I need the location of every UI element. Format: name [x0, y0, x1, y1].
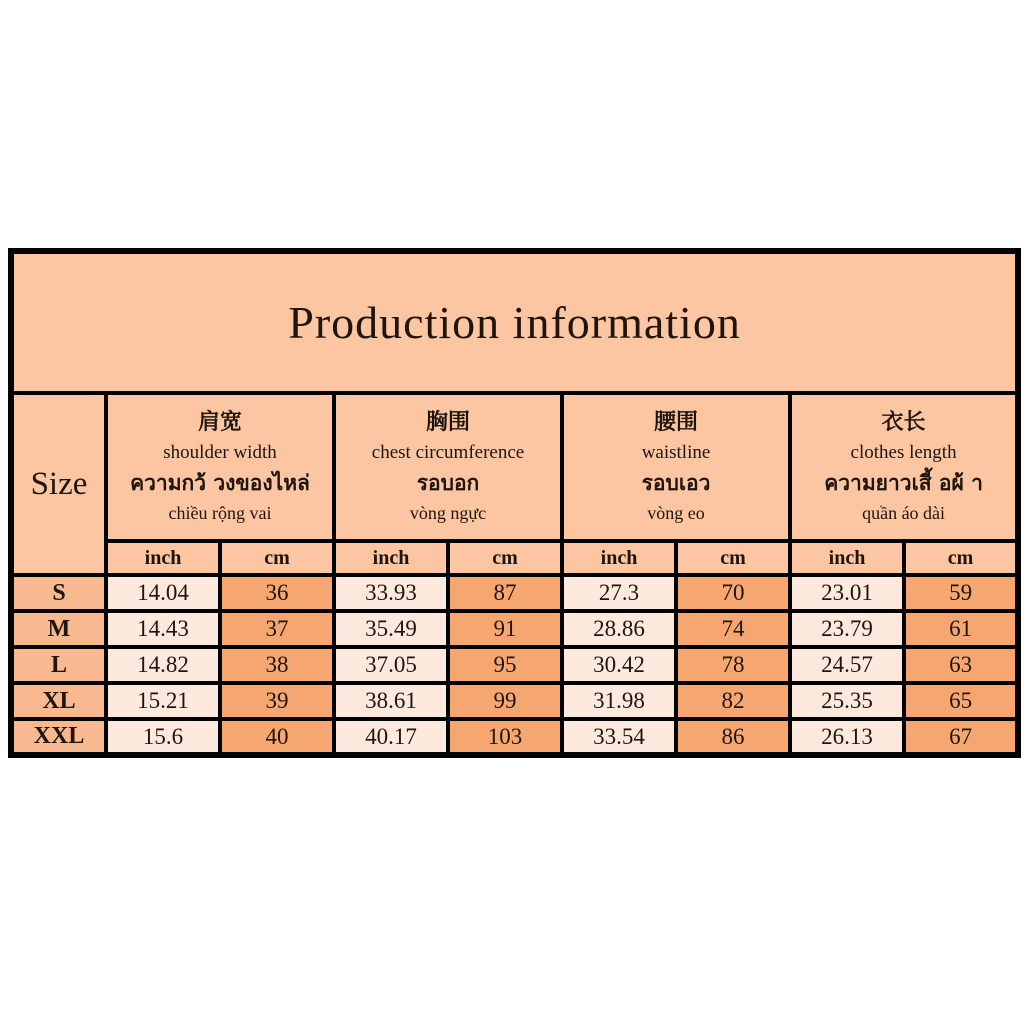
clothes-length-label-vi: quần áo dài: [862, 503, 946, 523]
unit-header-cm: cm: [220, 541, 334, 575]
size-label-xl: XL: [11, 683, 106, 719]
column-header-waistline: [562, 393, 790, 541]
value-cell: 38: [220, 647, 334, 683]
unit-header-inch: inch: [106, 541, 220, 575]
chest-circumference-label-th: รอบอก: [416, 471, 480, 495]
value-cell: 39: [220, 683, 334, 719]
value-cell: 40.17: [334, 719, 448, 755]
table-row: [11, 575, 1018, 611]
value-cell: 95: [448, 647, 562, 683]
shoulder-width-label-en: shoulder width: [163, 442, 277, 463]
value-cell: 37.05: [334, 647, 448, 683]
value-cell: 65: [904, 683, 1018, 719]
value-cell: 27.3: [562, 575, 676, 611]
size-label-l: L: [11, 647, 106, 683]
chest-circumference-label-vi: vòng ngực: [409, 503, 487, 523]
value-cell: 14.82: [106, 647, 220, 683]
size-column-header: Size: [11, 393, 106, 575]
value-cell: 37: [220, 611, 334, 647]
waistline-label-th: รอบเอว: [641, 471, 711, 495]
unit-header-cm: cm: [676, 541, 790, 575]
value-cell: 36: [220, 575, 334, 611]
production-info-table: [8, 248, 1021, 758]
value-cell: 30.42: [562, 647, 676, 683]
value-cell: 25.35: [790, 683, 904, 719]
value-cell: 87: [448, 575, 562, 611]
chest-circumference-label-en: chest circumference: [371, 442, 525, 463]
waistline-label-vi: vòng eo: [647, 503, 705, 523]
waistline-label-en: waistline: [641, 442, 711, 463]
value-cell: 35.49: [334, 611, 448, 647]
value-cell: 33.93: [334, 575, 448, 611]
waistline-label-zh: 腰围: [653, 409, 698, 434]
value-cell: 26.13: [790, 719, 904, 755]
value-cell: 40: [220, 719, 334, 755]
value-cell: 15.21: [106, 683, 220, 719]
size-label-xxl: XXL: [11, 719, 106, 755]
unit-header-inch: inch: [562, 541, 676, 575]
unit-header-cm: cm: [448, 541, 562, 575]
value-cell: 63: [904, 647, 1018, 683]
value-cell: 82: [676, 683, 790, 719]
table-row: [11, 719, 1018, 755]
value-cell: 38.61: [334, 683, 448, 719]
clothes-length-label-zh: 衣长: [881, 409, 926, 434]
value-cell: 78: [676, 647, 790, 683]
unit-header-inch: inch: [334, 541, 448, 575]
value-cell: 31.98: [562, 683, 676, 719]
value-cell: 23.79: [790, 611, 904, 647]
value-cell: 14.43: [106, 611, 220, 647]
clothes-length-label-en: clothes length: [850, 442, 957, 463]
table-row: [11, 683, 1018, 719]
value-cell: 15.6: [106, 719, 220, 755]
value-cell: 99: [448, 683, 562, 719]
shoulder-width-label-vi: chiều rộng vai: [168, 503, 272, 523]
shoulder-width-label-th: ความกว้ วงของไหล่: [130, 471, 310, 495]
value-cell: 86: [676, 719, 790, 755]
value-cell: 67: [904, 719, 1018, 755]
size-label-m: M: [11, 611, 106, 647]
value-cell: 70: [676, 575, 790, 611]
unit-header-inch: inch: [790, 541, 904, 575]
value-cell: 28.86: [562, 611, 676, 647]
value-cell: 59: [904, 575, 1018, 611]
value-cell: 23.01: [790, 575, 904, 611]
value-cell: 14.04: [106, 575, 220, 611]
value-cell: 91: [448, 611, 562, 647]
shoulder-width-label-zh: 肩宽: [197, 409, 242, 434]
column-header-shoulder-width: [106, 393, 334, 541]
table-row: [11, 611, 1018, 647]
value-cell: 33.54: [562, 719, 676, 755]
size-label-s: S: [11, 575, 106, 611]
value-cell: 103: [448, 719, 562, 755]
value-cell: 61: [904, 611, 1018, 647]
table-title: Production information: [11, 251, 1018, 393]
value-cell: 74: [676, 611, 790, 647]
column-header-clothes-length: [790, 393, 1018, 541]
unit-header-cm: cm: [904, 541, 1018, 575]
column-header-chest-circumference: [334, 393, 562, 541]
value-cell: 24.57: [790, 647, 904, 683]
table-row: [11, 647, 1018, 683]
clothes-length-label-th: ความยาวเสี้ อผ้ า: [824, 471, 983, 495]
chest-circumference-label-zh: 胸围: [425, 409, 470, 434]
